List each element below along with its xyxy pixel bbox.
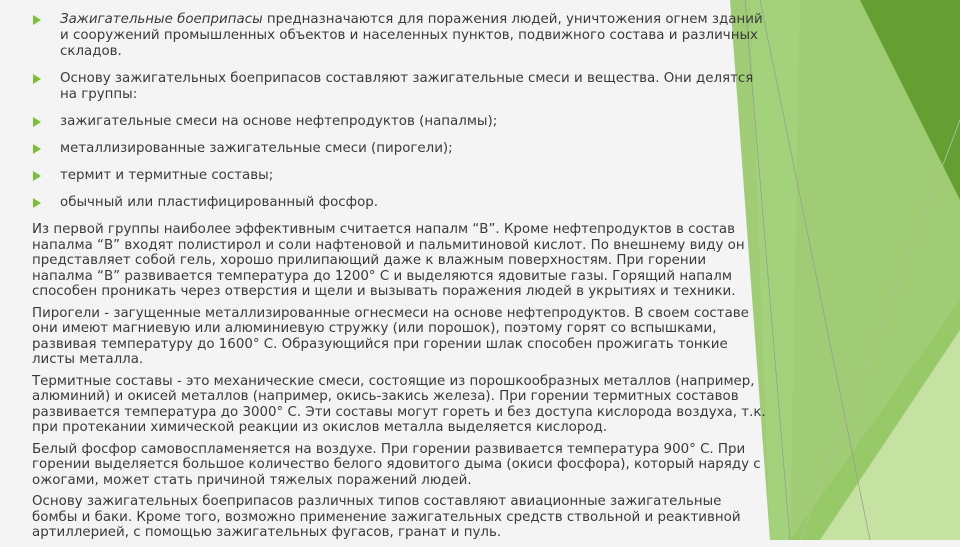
bullet-item	[32, 12, 767, 60]
bullet-arrow-icon	[33, 171, 41, 181]
bullet-text: термит и термитные составы;	[60, 168, 274, 183]
bullet-text: металлизированные зажигательные смеси (пирогели);	[60, 141, 453, 156]
bullet-item	[32, 168, 767, 184]
bullet-arrow-icon	[33, 144, 41, 154]
bullet-text: обычный или пластифицированный фосфор.	[60, 195, 379, 210]
paragraph-munitions: Основу зажигательных боеприпасов различных типов составляют авиационные зажигательные бомбы и баки. Кроме того, возможно применение зажигательных средств ствольной и реактивной артиллерией, с помощью зажигательных фугасов, гранат и пуль.	[32, 494, 741, 540]
paragraph-napalm: Из первой группы наиболее эффективным считается напалм “В”. Кроме нефтепродуктов в состав напалма “В” входят полистирол и соли нафтеновой и пальмитиновой кислот. По внешнему виду он представляет собой гель, хорошо прилипающий даже к влажным поверхностям. При горении напалма “В” развивается температура до 1200° С и выделяются ядовитые газы. Горящий напалм способен проникать через отверстия и щели и вызывать поражения людей в укрытиях и техники.	[32, 222, 745, 299]
bullet-text: Основу зажигательных боеприпасов составляют зажигательные смеси и вещества. Они делятся на группы:	[60, 71, 754, 102]
paragraph-phosphorus: Белый фосфор самовоспламеняется на воздухе. При горении развивается температура 900° С. При горении выделяется большое количество белого ядовитого дыма (окиси фосфора), который наряду с ожогами, может стать причиной тяжелых поражений людей.	[32, 441, 761, 488]
paragraph-thermite: Термитные составы - это механические смеси, состоящие из порошкообразных металлов (например, алюминий) и окисей металлов (например, окись-закись железа). При горении термитных составов развивается температура до 3000° С. Эти составы могут гореть и без доступа кислорода воздуха, т.к. при протекании химической реакции из окислов металла выделяется кислород.	[32, 373, 766, 435]
bullet-arrow-icon	[33, 117, 41, 127]
bullet-text: зажигательные смеси на основе нефтепродуктов (напалмы);	[60, 114, 498, 129]
bullet-emphasis: Зажигательные боеприпасы	[60, 12, 263, 27]
slide-content	[32, 12, 767, 547]
bullet-list	[32, 12, 767, 211]
bullet-item	[32, 195, 767, 211]
bullet-item	[32, 71, 767, 103]
bullet-item	[32, 141, 767, 157]
paragraph-pyrogels: Пирогели - загущенные металлизированные огнесмеси на основе нефтепродуктов. В своем составе они имеют магниевую или алюминиевую стружку (или порошок), поэтому горят со вспышками, развивая температуру до 1600° С. Образующийся при горении шлак способен прожигать тонкие листы металла.	[32, 305, 749, 367]
bullet-item	[32, 114, 767, 130]
bullet-arrow-icon	[33, 15, 41, 25]
bullet-text: предназначаются для поражения людей, уничтожения огнем зданий и сооружений промышленных объектов и населенных пунктов, подвижного состава и различных складов.	[60, 12, 763, 59]
bullet-arrow-icon	[33, 198, 41, 208]
bullet-arrow-icon	[33, 74, 41, 84]
